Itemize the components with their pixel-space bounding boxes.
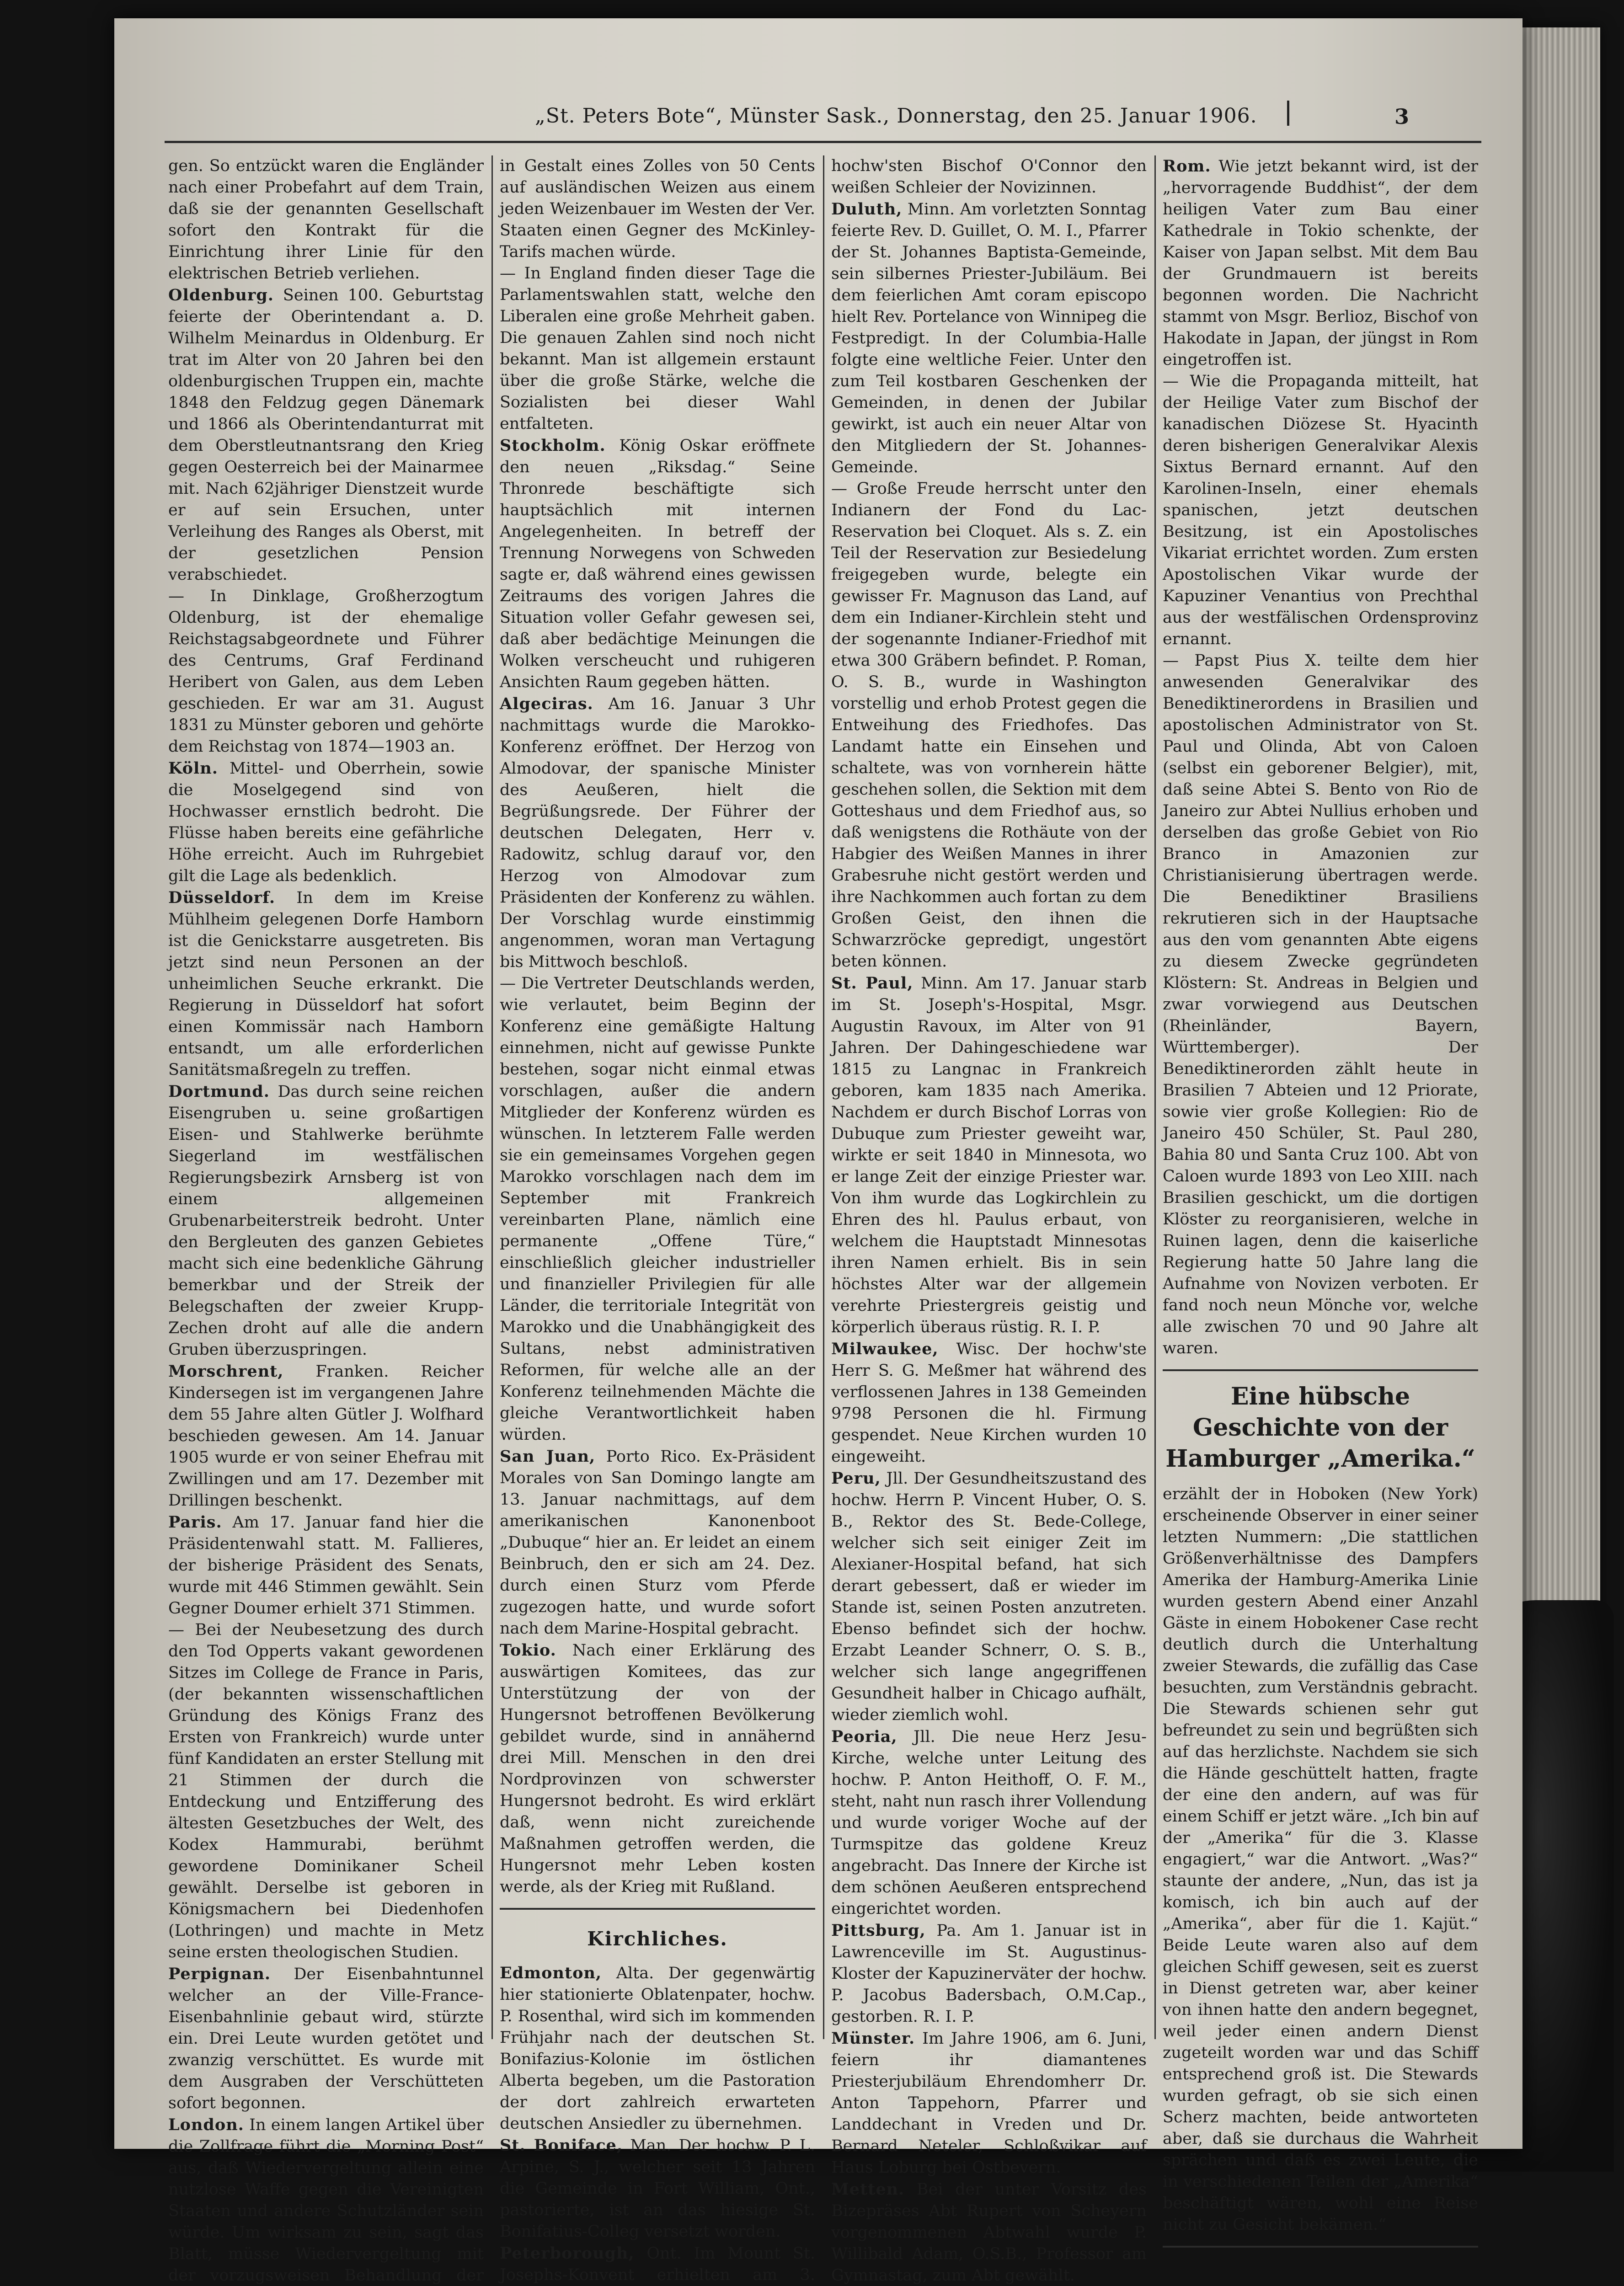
article-text: König Oskar eröffnete den neuen „Riksdag.“ Seine Thronrede beschäftigte sich hauptsächlich mit internen Angelegenheiten. In betreff der Trennung Norwegens von Schweden sagte er, daß während eines gewissen Zeitraums des vorigen Jahres die Situation voller Gefahr gewesen sei, daß aber bedächtige Meinungen die Wolken verscheucht und ruhigeren Ansichten Raum gegeben hätten. [500, 437, 815, 691]
article-text: Am 16. Januar 3 Uhr nachmittags wurde die Marokko-Konferenz eröffnet. Der Herzog von Almodovar, der spanische Minister des Aeußeren, hielt die Begrüßungsrede. Der Führer der deutschen Delegaten, Herr v. Radowitz, schlug darauf vor, den Herzog von Almodovar zum Präsidenten der Konferenz zu wählen. Der Vorschlag wurde einstimmig angenommen, woran man Vertagung bis Mittwoch beschloß. [500, 695, 815, 971]
article-paragraph [168, 887, 484, 1081]
article-text: erzählt der in Hoboken (New York) erscheinende Observer in einer seiner letzten Nummern: „Die stattlichen Größenverhältnisse des Dampfers Amerika der Hamburg-Amerika Linie wurden gestern Abend einer Anzahl Gäste in einem Hobokener Case recht deutlich durch die Unterhaltung zweier Stewards, die zufällig das Case besuchten, zum Verständnis gebracht. Die Stewards schienen sehr gut befreundet zu sein und begrüßten sich auf das herzlichste. Nachdem sie sich die Hände geschüttelt hatten, fragte der eine den andern, auf was für einem Schiff er jetzt wäre. „Ich bin auf der „Amerika“ für die 3. Klasse engagiert,“ war die Antwort. „Was?“ staunte der andere, „Nun, das ist ja komisch, ich bin auch auf der „Amerika“, aber für die 1. Kajüt.“ Beide Leute waren also auf dem gleichen Schiff gewesen, seit es zuerst in Dienst getreten war, aber keiner von ihnen hatte den andern begegnet, weil jeder einen andern Dienst zugeteilt worden war und das Schiff entsprechend groß ist. Die Stewards wurden gefragt, ob sie sich einen Scherz machten, beide antworteten aber, daß sie durchaus die Wahrheit sprächen und daß es zwei Leute, die in verschiedenen Teilen der „Amerika“ beschäftigt wären, wohl eine Reise nicht zu Gesicht bekämen.“ [1163, 1485, 1478, 2234]
article-paragraph [500, 1446, 815, 1640]
article-dateline: Peterborough, [500, 2244, 635, 2263]
article-dateline: London. [168, 2115, 244, 2134]
column-4 [1163, 155, 1478, 2234]
article-paragraph [168, 586, 484, 758]
article-text: Wisc. Der hochw'ste Herr S. G. Meßmer hat während des verflossenen Jahres in 138 Gemeinden 9798 Personen die hl. Firmung gespendet. Neue Kirchen wurden 10 eingeweiht. [831, 1340, 1147, 1466]
article-text: Nach einer Erklärung des auswärtigen Komitees, das zur Unterstützung der von der Hungersnot betroffenen Bevölkerung gebildet wurde, sind in annähernd drei Mill. Menschen in den drei Nordprovinzen von schwerster Hungersnot bedroht. Es wird erklärt daß, wenn nicht zureichende Maßnahmen getroffen werden, die Hungersnot mehr Leben kosten werde, als der Krieg mit Rußland. [500, 1641, 815, 1896]
article-dateline: Morschrent, [168, 1362, 284, 1381]
article-text: Im Jahre 1906, am 6. Juni, feiern ihr diamantenes Priesterjubiläum Ehrendomherr Dr. Anton Tappehorn, Pfarrer und Landdechant in Vreden und Dr. Bernard Neteler, Schloßvikar auf Haus Loburg bei Ostbevern. [831, 2030, 1147, 2177]
article-text: — In Dinklage, Großherzogtum Oldenburg, ist der ehemalige Reichstagsabgeordnete und Führer des Centrums, Graf Ferdinand Heribert von Galen, aus dem Leben geschieden. Er war am 31. August 1831 zu Münster geboren und gehörte dem Reichstag von 1874—1903 an. [168, 587, 484, 756]
article-paragraph [500, 155, 815, 263]
article-paragraph [500, 2243, 815, 2286]
article-text: — Bei der Neubesetzung des durch den Tod Opperts vakant gewordenen Sitzes im College de France in Paris, (der bekannten wissenschaftlichen Gründung des Königs Franz des Ersten von Frankreich) wurde unter fünf Kandidaten an erster Stellung mit 21 Stimmen der durch die Entdeckung und Entzifferung des ältesten Gesetzbuches der Welt, des Kodex Hammurabi, berühmt gewordene Dominikaner Scheil gewählt. Derselbe ist geboren in Königsmachern bei Diedenhofen (Lothringen) und machte in Metz seine ersten theologischen Studien. [168, 1621, 484, 1961]
story-body [1163, 1484, 1478, 2236]
article-paragraph [831, 1468, 1147, 1726]
article-text: Jll. Die neue Herz Jesu-Kirche, welche unter Leitung des hochw. P. Anton Heithoff, O. F. M., steht, naht nun rasch ihrer Vollendung und wurde voriger Woche auf der Turmspitze das goldene Kreuz angebracht. Das Innere der Kirche ist dem schönen Aeußeren entsprechend eingerichtet worden. [831, 1728, 1147, 1918]
article-text: Bei der unter Vorsitz des Bizepräses Abt Rupert von Scheyern vorgenommenen Abtwahl wurde P. Willibald Adam, O.S.B., Professor am Gymnastag, zum Abt gewählt. [831, 2180, 1147, 2285]
article-dateline: Oldenburg. [168, 286, 274, 304]
article-dateline: Paris. [168, 1513, 222, 1532]
article-paragraph [831, 155, 1147, 198]
article-paragraph [168, 2114, 484, 2286]
column-2-news [500, 155, 815, 1898]
article-paragraph [500, 1962, 815, 2135]
column-1 [168, 155, 484, 2285]
article-paragraph [1163, 371, 1478, 650]
article-text: — Wie die Propaganda mitteilt, hat der Heilige Vater zum Bischof der kanadischen Diözese St. Hyacinth deren bisherigen Generalvikar Alexis Sixtus Bernard ernannt. Auf den Karolinen-Inseln, einer ehemals spanischen, jetzt deutschen Besitzung, ist ein Apostolisches Vikariat errichtet worden. Zum ersten Apostolischen Vikar wurde der Kapuziner Venantius von Prechthal aus der westfälischen Ordensprovinz ernannt. [1163, 372, 1478, 648]
header-divider-mark [1287, 101, 1289, 126]
column-rule [1154, 155, 1156, 2039]
story-separator [1163, 1369, 1478, 1371]
column-3 [831, 155, 1147, 2285]
article-text: in Gestalt eines Zolles von 50 Cents auf ausländischen Weizen aus einem jeden Weizenbauer im Westen der Ver. Staaten einen Gegner des McKinley-Tarifs machen würde. [500, 157, 815, 261]
article-text: Franken. Reicher Kindersegen ist im vergangenen Jahre dem 55 Jahre alten Gütler J. Wolfhard beschieden gewesen. Am 14. Januar 1905 wurde er von seiner Ehefrau mit Zwillingen und am 17. Dezember mit Drillingen beschenkt. [168, 1362, 484, 1510]
article-text: gen. So entzückt waren die Engländer nach einer Probefahrt auf dem Train, daß sie der genannten Gesellschaft sofort den Kontrakt für die Einrichtung ihrer Linie für den elektrischen Betrieb verliehen. [168, 157, 484, 283]
article-dateline: St. Paul, [831, 974, 914, 993]
article-paragraph [168, 1361, 484, 1512]
article-dateline: Düsseldorf. [168, 888, 276, 907]
header-title: „St. Peters Bote“, Münster Sask., Donnerstag, den 25. Januar 1906. [535, 104, 1257, 128]
story-title: Eine hübsche Geschichte von der Hamburger „Amerika.“ [1165, 1383, 1475, 1473]
article-text: Man. Der hochw. P. L. Arpine, S. J., welcher seit 13 Jahren die Gemeinde in Fort William, Ont., pastorierte, ist an das hiesige St. Bonifatius-Colleg versetzt worden. [500, 2136, 815, 2241]
article-paragraph [500, 973, 815, 1446]
article-paragraph [500, 2135, 815, 2243]
article-text: Wie jetzt bekannt wird, ist der „hervorragende Buddhist“, der dem heiligen Vater zum Bau einer Kathedrale in Tokio schenkte, der Kaiser von Japan selbst. Mit dem Bau der Grundmauern ist bereits begonnen worden. Die Nachricht stammt von Msgr. Berlioz, Bischof von Hakodate in Japan, der jüngst in Rom eingetroffen ist. [1163, 157, 1478, 369]
article-text: Ont. Im Mount St. Josephs-Konvent erhielten am 3. [500, 2244, 815, 2284]
article-dateline: Perpignan. [168, 1965, 271, 1983]
article-dateline: Milwaukee, [831, 1340, 939, 1358]
article-dateline: Pittsburg, [831, 1921, 926, 1940]
article-paragraph [168, 1963, 484, 2114]
article-text: Am 17. Januar fand hier die Präsidentenwahl statt. M. Fallieres, der bisherige Präsident des Senats, wurde mit 446 Stimmen gewählt. Sein Gegner Doumer erhielt 371 Stimmen. [168, 1513, 484, 1618]
page-header [114, 96, 1522, 137]
column-2-church-news [500, 1962, 815, 2286]
article-dateline: Edmonton, [500, 1964, 602, 1982]
article-text: — In England finden dieser Tage die Parlamentswahlen statt, welche den Liberalen eine große Mehrheit gaben. Die genauen Zahlen sind noch nicht bekannt. Man ist allgemein erstaunt über die große Stärke, welche die Sozialisten bei dieser Wahl entfalteten. [500, 264, 815, 433]
article-text: Minn. Am vorletzten Sonntag feierte Rev. D. Guillet, O. M. I., Pfarrer der St. Johannes Baptista-Gemeinde, sein silbernes Priester-Jubiläum. Bei dem feierlichen Amt coram episcopo hielt Rev. Portelance von Winnipeg die Festpredigt. In der Columbia-Halle folgte eine weltliche Feier. Unter den zum Teil kostbaren Geschenken der Gemeinden, in denen der Jubilar gewirkt, ist auch ein neuer Altar von den Mitgliedern der St. Johannes-Gemeinde. [831, 200, 1147, 476]
article-paragraph [1163, 650, 1478, 1359]
article-paragraph [168, 758, 484, 887]
article-dateline: Metten. [831, 2180, 905, 2199]
article-text: — Die Vertreter Deutschlands werden, wie verlautet, beim Beginn der Konferenz eine gemäßigte Haltung einnehmen, nicht auf gewisse Punkte bestehen, sogar nicht einmal etwas vorschlagen, außer die andern Mitglieder der Konferenz würden es wünschen. In letzterem Falle werden sie ein gemeinsames Vorgehen gegen Marokko vorschlagen nach dem im September mit Frankreich vereinbarten Plane, nämlich eine permanente „Offene Türe,“ einschließlich gleicher industrieller und finanzieller Privilegien für alle Länder, die territoriale Integrität von Marokko und die Unabhängigkeit des Sultans, nebst administrativen Reformen, für welche alle an der Konferenz teilnehmenden Mächte die gleiche Verantwortlichkeit haben würden. [500, 974, 815, 1444]
article-text: In einem langen Artikel über die Zollfrage führt die „Morning Post“ aus, daß Wiedervergeltung allein eine nutzlose Waffe gegen die Vereinigten Staaten und andere Schutzländer sein würde. Um wirksam zu sein, sagt das Blatt, müsse Wiedervergeltung mit der vorzugsweisen Behandlung der [168, 2116, 484, 2285]
article-text: — Große Freude herrscht unter den Indianern der Fond du Lac-Reservation bei Cloquet. Als s. Z. ein Teil der Reservation zur Besiedelung freigegeben wurde, belegte ein gewisser Fr. Magnuson das Land, auf dem ein Indianer-Kirchlein steht und der sogenannte Indianer-Friedhof mit etwa 300 Gräbern befindet. P. Roman, O. S. B., wurde in Washington vorstellig und erhob Protest gegen die Entweihung des Friedhofes. Das Landamt hatte ein Einsehen und schaltete, was von vornherein hätte geschehen sollen, die Sektion mit dem Gotteshaus und dem Friedhof aus, so daß wenigstens die Rothäute von der Habgier des Weißen Mannes in ihrer Grabesruhe nicht gestört werden und ihre Nachkommen auch fortan zu dem Großen Geist, den ihnen die Schwarzröcke gepredigt, ungestört beten können. [831, 480, 1147, 971]
article-dateline: Stockholm. [500, 436, 606, 455]
article-text: — Papst Pius X. teilte dem hier anwesenden Generalvikar des Benediktinerordens in Brasilien und apostolischen Administrator von St. Paul und Olinda, Abt von Caloen (selbst ein geborener Belgier), mit, daß seine Abtei S. Bento von Rio de Janeiro zur Abtei Nullius erhoben und derselben das große Gebiet von Rio Branco in Amazonien zur Christianisierung übertragen werde. Die Benediktiner Brasiliens rekrutieren sich in der Hauptsache aus den vom genannten Abte eigens zu diesem Zwecke gegründeten Klöstern: St. Andreas in Belgien und zwar vorwiegend aus Deutschen (Rheinländer, Bayern, Württemberger). Der Benediktinerorden zählt heute in Brasilien 7 Abteien und 12 Priorate, sowie vier große Kollegien: Rio de Janeiro 450 Schüler, St. Paul 280, Bahia 80 und Santa Cruz 100. Abt von Caloen wurde 1893 von Leo XIII. nach Brasilien geschickt, um die dortigen Klöster zu reorganisieren, welche in Ruinen lagen, denn die kaiserliche Regierung hatte 50 Jahre lang die Aufnahme von Novizen verboten. Er fand noch neun Mönche vor, welche alle zwischen 70 und 90 Jahre alt waren. [1163, 652, 1478, 1357]
article-text: Mittel- und Oberrhein, sowie die Moselgegend sind von Hochwasser ernstlich bedroht. Die Flüsse haben bereits eine gefährliche Höhe erreicht. Auch im Ruhrgebiet gilt die Lage als bedenklich. [168, 759, 484, 885]
header-rule [165, 141, 1481, 143]
article-dateline: Köln. [168, 759, 218, 778]
article-paragraph [831, 1726, 1147, 1920]
article-text: Das durch seine reichen Eisengruben u. seine großartigen Eisen- und Stahlwerke berühmte Siegerland im westfälischen Regierungsbezirk Arnsberg ist von einem allgemeinen Grubenarbeiterstreik bedroht. Unter den Bergleuten des ganzen Gebietes macht sich eine bedenkliche Gährung bemerkbar und der Streik der Belegschaften der zweier Krupp-Zechen droht auf alle die andern Gruben überzuspringen. [168, 1083, 484, 1359]
article-paragraph [831, 1920, 1147, 2028]
section-heading-kirchliches: Kirchliches. [587, 1928, 728, 1950]
section-separator [500, 1908, 815, 1910]
article-dateline: Dortmund. [168, 1082, 270, 1101]
article-dateline: Münster. [831, 2029, 915, 2048]
article-dateline: Peoria, [831, 1727, 897, 1746]
article-text: Alta. Der gegenwärtig hier stationierte Oblatenpater, hochw. P. Rosenthal, wird sich im kommenden Frühjahr nach der deutschen St. Bonifazius-Kolonie im östlichen Alberta begeben, um die Pastoration der dort zahlreich erwarteten deutschen Ansiedler zu übernehmen. [500, 1964, 815, 2133]
article-text: Der Eisenbahntunnel welcher an der Ville-France-Eisenbahnlinie gebaut wird, stürzte ein. Drei Leute wurden getötet und zwanzig verschüttet. Es wurde mit dem Ausgraben der Verschütteten sofort begonnen. [168, 1965, 484, 2112]
column-rule [491, 155, 493, 2039]
article-paragraph [500, 263, 815, 435]
promo-separator [1163, 2246, 1478, 2248]
article-paragraph [168, 155, 484, 284]
article-paragraph [831, 2179, 1147, 2286]
article-text: Minn. Am 17. Januar starb im St. Joseph's-Hospital, Msgr. Augustin Ravoux, im Alter von 91 Jahren. Der Dahingeschiedene war 1815 zu Langnac in Frankreich geboren, kam 1835 nach Amerika. Nachdem er durch Bischof Lorras von Dubuque zum Priester geweiht war, wirkte er seit 1840 in Minnesota, wo er lange Zeit der einzige Priester war. Von ihm wurde das Logkirchlein zu Ehren des hl. Paulus erbaut, von welchem die Hauptstadt Minnesotas ihren Namen erhielt. Bis in sein höchstes Alter war der allgemein verehrte Priestergreis geistig und körperlich überaus rüstig. R. I. P. [831, 974, 1147, 1336]
newspaper-page [114, 18, 1522, 2285]
article-paragraph [831, 972, 1147, 1338]
article-paragraph [168, 1081, 484, 1361]
article-paragraph [168, 1512, 484, 1619]
article-dateline: San Juan, [500, 1447, 596, 1466]
article-paragraph [500, 693, 815, 973]
article-dateline: Peru, [831, 1469, 881, 1488]
page-number: 3 [1394, 104, 1410, 129]
article-text: Pa. Am 1. Januar ist in Lawrenceville im St. Augustinus-Kloster der Kapuzinerväter der hochw. P. Jacobus Badersbach, O.M.Cap., gestorben. R. I. P. [831, 1922, 1147, 2026]
article-paragraph [831, 1338, 1147, 1468]
article-paragraph [500, 435, 815, 693]
article-paragraph [831, 198, 1147, 478]
article-paragraph [168, 284, 484, 586]
article-text: hochw'sten Bischof O'Connor den weißen Schleier der Novizinnen. [831, 157, 1147, 197]
article-dateline: Algeciras. [500, 694, 593, 713]
article-dateline: Tokio. [500, 1641, 556, 1660]
promo-text [1163, 2284, 1478, 2286]
article-text: Jll. Der Gesundheitszustand des hochw. Herrn P. Vincent Huber, O. S. B., Rektor des St. Bede-College, welcher sich seit einiger Zeit im Alexianer-Hospital befand, hat sich derart gebessert, daß er wieder im Stande ist, seinen Posten anzutreten. Ebenso befindet sich der hochw. Erzabt Leander Schnerr, O. S. B., welcher sich lange angegriffenen Gesundheit halber in Chicago aufhält, wieder ziemlich wohl. [831, 1469, 1147, 1724]
column-4-news [1163, 155, 1478, 1359]
article-text: In dem im Kreise Mühlheim gelegenen Dorfe Hamborn ist die Genickstarre ausgetreten. Bis jetzt sind neun Personen an der unheimlichen Seuche erkrankt. Die Regierung in Düsseldorf hat sofort einen Kommissär nach Hamborn entsandt, um alle erforderlichen Sanitätsmaßregeln zu treffen. [168, 889, 484, 1079]
article-dateline: St. Boniface, [500, 2136, 623, 2155]
article-text: Seinen 100. Geburtstag feierte der Oberintendant a. D. Wilhelm Meinardus in Oldenburg. Er trat im Alter von 20 Jahren bei den oldenburgischen Truppen ein, machte 1848 den Feldzug gegen Dänemark und 1866 als Oberintendanturrat mit dem Oberstleutnantsrang den Krieg gegen Oesterreich bei der Mainarmee mit. Nach 62jähriger Dienstzeit wurde er auf sein Ersuchen, unter Verleihung des Ranges als Oberst, mit der gesetzlichen Pension verabschiedet. [168, 286, 484, 584]
column-2 [500, 155, 815, 2284]
article-text: Porto Rico. Ex-Präsident Morales von San Domingo langte am 13. Januar nachmittags, auf dem amerikanischen Kanonenboot „Dubuque“ hier an. Er leidet an einem Beinbruch, den er sich am 24. Dez. durch einen Sturz vom Pferde zugezogen hatte, und wurde sofort nach dem Marine-Hospital gebracht. [500, 1447, 815, 1638]
article-paragraph [500, 1640, 815, 1898]
article-dateline: Rom. [1163, 157, 1211, 176]
article-dateline: Duluth, [831, 200, 903, 219]
article-paragraph [168, 1619, 484, 1963]
article-paragraph [1163, 155, 1478, 371]
article-paragraph [831, 2028, 1147, 2179]
article-paragraph [831, 478, 1147, 972]
column-rule [823, 155, 824, 2039]
article-paragraph [1163, 1484, 1478, 2236]
